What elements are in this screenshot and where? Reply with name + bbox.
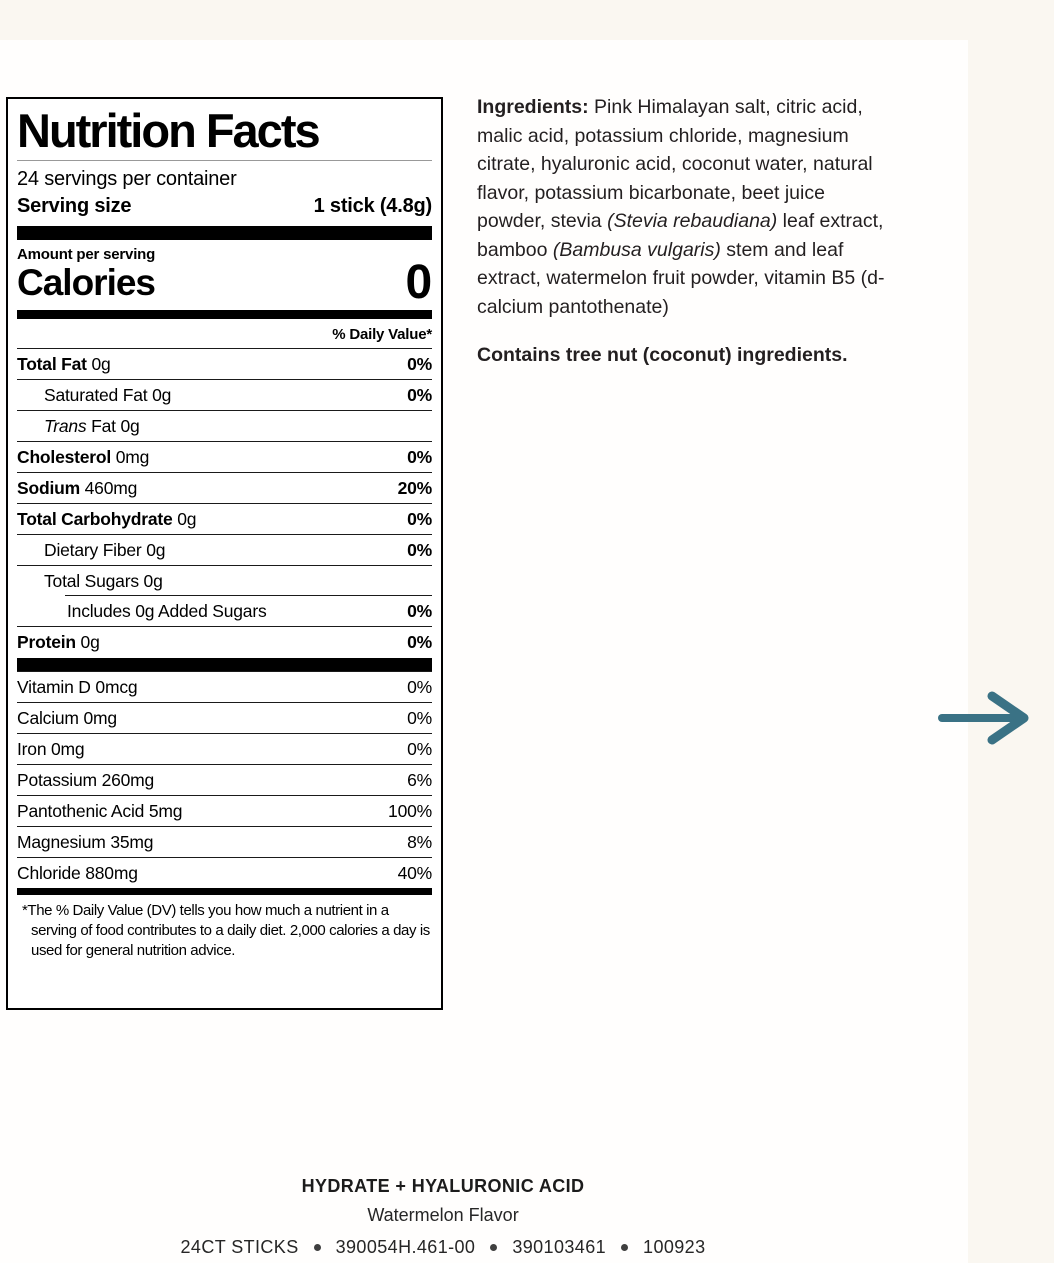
ingredients-text xyxy=(477,96,885,318)
nutrient-name-amount: Cholesterol 0mg xyxy=(17,446,150,467)
nutrient-name-amount: Magnesium 35mg xyxy=(17,831,154,852)
ingredient-text-segment: leaf extract, bamboo xyxy=(477,210,884,261)
product-image-panel xyxy=(0,40,968,1263)
daily-value-footnote: *The % Daily Value (DV) tells you how much a nutrient in a serving of food contributes to a daily diet. 2,000 calories a day is used for general nutrition advice. xyxy=(22,901,430,960)
nutrient-name-amount: Dietary Fiber 0g xyxy=(44,539,166,560)
ingredient-text-segment: stem and leaf extract, watermelon fruit powder, vitamin B5 (d-calcium pantothenate) xyxy=(477,238,885,318)
nutrient-row xyxy=(17,565,432,596)
daily-value-percent: 0% xyxy=(407,738,432,759)
daily-value-percent: 0% xyxy=(407,353,432,374)
product-spec-line xyxy=(0,1237,886,1258)
nutrient-row xyxy=(17,626,432,657)
serving-size-row xyxy=(17,192,432,226)
nutrient-row xyxy=(17,410,432,441)
ingredient-latin-name: (Bambusa vulgaris) xyxy=(552,238,721,261)
serving-size-label: Serving size xyxy=(17,194,132,217)
calories-row xyxy=(17,255,432,310)
nutrient-name-amount: Chloride 880mg xyxy=(17,862,138,883)
product-info-footer xyxy=(0,1176,886,1258)
daily-value-percent: 0% xyxy=(407,446,432,467)
nutrient-row xyxy=(17,379,432,410)
vitamin-row xyxy=(17,764,432,795)
daily-value-percent: 40% xyxy=(397,862,432,883)
nutrient-name-amount: Total Sugars 0g xyxy=(44,570,163,591)
vitamin-rows xyxy=(17,671,432,888)
vitamin-row xyxy=(17,826,432,857)
vitamin-row xyxy=(17,702,432,733)
servings-per-container: 24 servings per container xyxy=(17,167,237,190)
ingredients-label: Ingredients: xyxy=(477,96,589,118)
vitamin-row xyxy=(17,857,432,888)
nutrient-row xyxy=(17,441,432,472)
daily-value-percent: 0% xyxy=(407,631,432,652)
nutrient-name-amount: Total Fat 0g xyxy=(17,353,111,374)
indented-divider xyxy=(65,595,432,596)
ingredient-text-segment: Pink Himalayan salt, citric acid, malic acid, potassium chloride, magnesium citrate, hyaluronic acid, coconut water, natural flavor, potassium bicarbonate, beet juice powder, stevia xyxy=(477,96,873,232)
nutrient-name-amount: Potassium 260mg xyxy=(17,769,155,790)
thick-divider-bar xyxy=(17,226,432,240)
daily-value-percent: 8% xyxy=(407,831,432,852)
nutrition-facts-label xyxy=(6,97,443,1010)
spec-item: 390103461 xyxy=(512,1237,607,1257)
daily-value-percent: 6% xyxy=(407,769,432,790)
product-name: HYDRATE + HYALURONIC ACID xyxy=(301,1176,585,1196)
daily-value-percent: 100% xyxy=(388,800,432,821)
nutrient-row xyxy=(17,472,432,503)
nutrient-name-amount: Calcium 0mg xyxy=(17,707,117,728)
nutrient-name-amount: Saturated Fat 0g xyxy=(44,384,172,405)
spec-item: 390054H.461-00 xyxy=(335,1237,476,1257)
nutrient-name-amount: Protein 0g xyxy=(17,631,100,652)
bullet-separator xyxy=(490,1244,497,1251)
nutrient-name-amount: Sodium 460mg xyxy=(17,477,138,498)
bullet-separator xyxy=(621,1244,628,1251)
medium-divider-bar xyxy=(17,888,432,895)
spec-item: 100923 xyxy=(643,1237,706,1257)
daily-value-header: % Daily Value* xyxy=(332,325,432,343)
nutrient-row xyxy=(17,348,432,379)
nutrient-name-amount: Includes 0g Added Sugars xyxy=(67,600,267,621)
spec-item: 24CT STICKS xyxy=(180,1237,299,1257)
product-flavor: Watermelon Flavor xyxy=(367,1205,519,1225)
daily-value-percent: 20% xyxy=(397,477,432,498)
daily-value-percent: 0% xyxy=(407,707,432,728)
nutrient-rows xyxy=(17,348,432,657)
nutrient-row xyxy=(17,503,432,534)
ingredient-latin-name: (Stevia rebaudiana) xyxy=(607,210,778,232)
nutrient-name-amount: Trans Fat 0g xyxy=(44,415,140,436)
daily-value-percent: 0% xyxy=(407,600,432,621)
nutrient-name-amount: Iron 0mg xyxy=(17,738,85,759)
ingredients-section xyxy=(477,93,891,370)
vitamin-row xyxy=(17,671,432,702)
medium-divider-bar xyxy=(17,310,432,319)
nutrient-row xyxy=(17,596,432,626)
nutrition-facts-title: Nutrition Facts xyxy=(17,104,319,157)
amount-per-serving-label: Amount per serving xyxy=(17,245,156,263)
nutrient-row xyxy=(17,534,432,565)
nutrient-name-amount: Total Carbohydrate 0g xyxy=(17,508,197,529)
calories-label: Calories xyxy=(17,261,156,303)
daily-value-percent: 0% xyxy=(407,508,432,529)
calories-value: 0 xyxy=(405,255,432,309)
allergen-statement: Contains tree nut (coconut) ingredients. xyxy=(477,344,848,366)
serving-size-value: 1 stick (4.8g) xyxy=(313,194,432,217)
daily-value-percent: 0% xyxy=(407,676,432,697)
daily-value-percent: 0% xyxy=(407,384,432,405)
thick-divider-bar xyxy=(17,658,432,671)
bullet-separator xyxy=(314,1244,321,1251)
right-arrow-icon xyxy=(936,690,1036,746)
divider xyxy=(17,160,432,161)
ingredients-paragraph xyxy=(477,93,891,321)
nutrient-name-amount: Pantothenic Acid 5mg xyxy=(17,800,183,821)
vitamin-row xyxy=(17,795,432,826)
vitamin-row xyxy=(17,733,432,764)
next-arrow-button[interactable] xyxy=(936,690,1036,746)
daily-value-percent: 0% xyxy=(407,539,432,560)
nutrient-name-amount: Vitamin D 0mcg xyxy=(17,676,138,697)
